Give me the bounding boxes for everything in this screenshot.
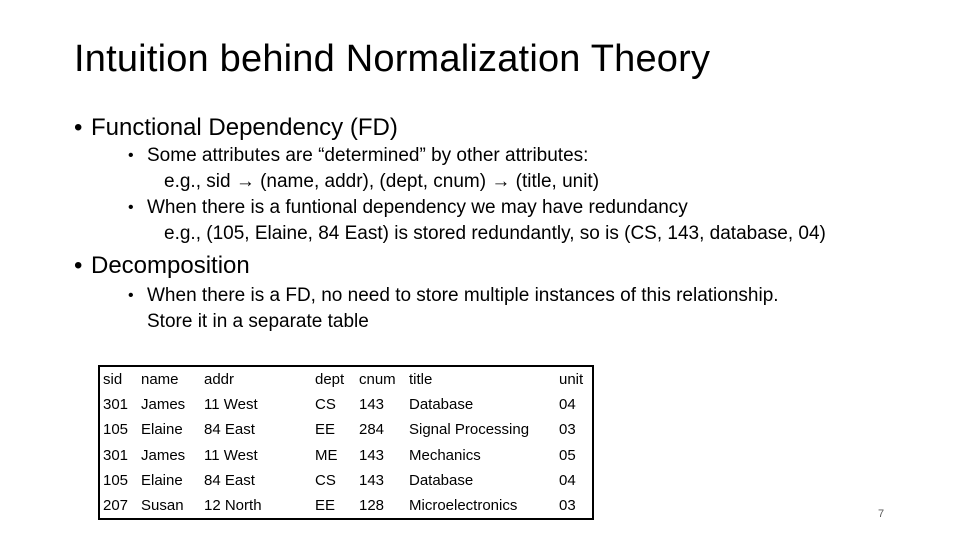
table-row: [99, 493, 593, 519]
page-number: 7: [878, 508, 885, 520]
table-cell: EE: [315, 421, 336, 439]
table-cell: Database: [409, 471, 474, 489]
table-cell: 207: [103, 497, 129, 515]
bullet-list: [74, 113, 934, 335]
table-cell: Elaine: [141, 471, 183, 489]
table-cell: ME: [315, 446, 338, 464]
table-cell: James: [141, 446, 186, 464]
header-cell: cnum: [359, 371, 396, 389]
table-cell: 04: [559, 396, 576, 414]
table-cell: 143: [359, 471, 385, 489]
sub-bullet-text: Some attributes are “determined” by other attributes:: [147, 145, 589, 166]
sub-bullet-example: e.g., sid → (name, addr), (dept, cnum) → (title, unit): [164, 171, 600, 192]
header-cell: addr: [204, 371, 235, 389]
table-cell: Signal Processing: [409, 421, 530, 439]
table-row: [99, 468, 593, 493]
table-cell: 12 North: [204, 497, 262, 515]
header-cell: unit: [559, 371, 584, 389]
header-cell: sid: [103, 371, 123, 389]
table-cell: Susan: [141, 497, 184, 515]
table-cell: James: [141, 396, 186, 414]
table-cell: 143: [359, 396, 385, 414]
table-cell: 105: [103, 421, 129, 439]
table-row: [99, 392, 593, 417]
table-cell: 11 West: [204, 446, 258, 464]
slide-title: Intuition behind Normalization Theory: [74, 38, 711, 80]
table-cell: 84 East: [204, 471, 255, 489]
table-cell: Database: [409, 396, 474, 414]
table-cell: 301: [103, 396, 129, 414]
table-cell: 03: [559, 421, 576, 439]
table-cell: 05: [559, 446, 576, 464]
table-cell: Elaine: [141, 421, 183, 439]
table-cell: Microelectronics: [409, 497, 518, 515]
table-cell: 04: [559, 471, 576, 489]
bullet-decomposition: [74, 251, 934, 281]
table-cell: Mechanics: [409, 446, 481, 464]
header-cell: title: [409, 371, 433, 389]
sub-bullet-separate-table: [128, 283, 934, 335]
bullet-text: Decomposition: [91, 252, 250, 279]
sub-bullet-example: e.g., (105, Elaine, 84 East) is stored redundantly, so is (CS, 143, database, 04): [164, 223, 826, 244]
relation-table: [98, 365, 594, 520]
bullet-text: Functional Dependency (FD): [91, 114, 398, 141]
bullet-dot-icon: •: [128, 287, 134, 304]
sub-bullet-text: When there is a FD, no need to store multiple instances of this relationship.: [147, 285, 779, 306]
table-header-row: [99, 366, 593, 392]
sub-bullet-determined: [128, 143, 934, 195]
bullet-dot-icon: •: [128, 199, 134, 216]
sub-bullet-text: When there is a funtional dependency we may have redundancy: [147, 197, 688, 218]
table-cell: 03: [559, 497, 576, 515]
bullet-functional-dependency: [74, 113, 934, 143]
table-cell: CS: [315, 396, 336, 414]
table-cell: CS: [315, 471, 336, 489]
bullet-dot-icon: •: [128, 147, 134, 164]
header-cell: dept: [315, 371, 345, 389]
bullet-dot-icon: •: [74, 114, 83, 141]
header-cell: name: [141, 371, 179, 389]
table-row: [99, 443, 593, 468]
sub-bullet-redundancy: [128, 195, 934, 247]
table-row: [99, 417, 593, 442]
table-cell: 143: [359, 446, 385, 464]
table-cell: 284: [359, 421, 385, 439]
table-cell: EE: [315, 497, 336, 515]
table-cell: 84 East: [204, 421, 255, 439]
bullet-dot-icon: •: [74, 252, 83, 279]
sub-bullet-text-continued: Store it in a separate table: [147, 311, 369, 332]
table-cell: 11 West: [204, 396, 258, 414]
table-cell: 128: [359, 497, 385, 515]
table-cell: 301: [103, 446, 129, 464]
table-cell: 105: [103, 471, 129, 489]
